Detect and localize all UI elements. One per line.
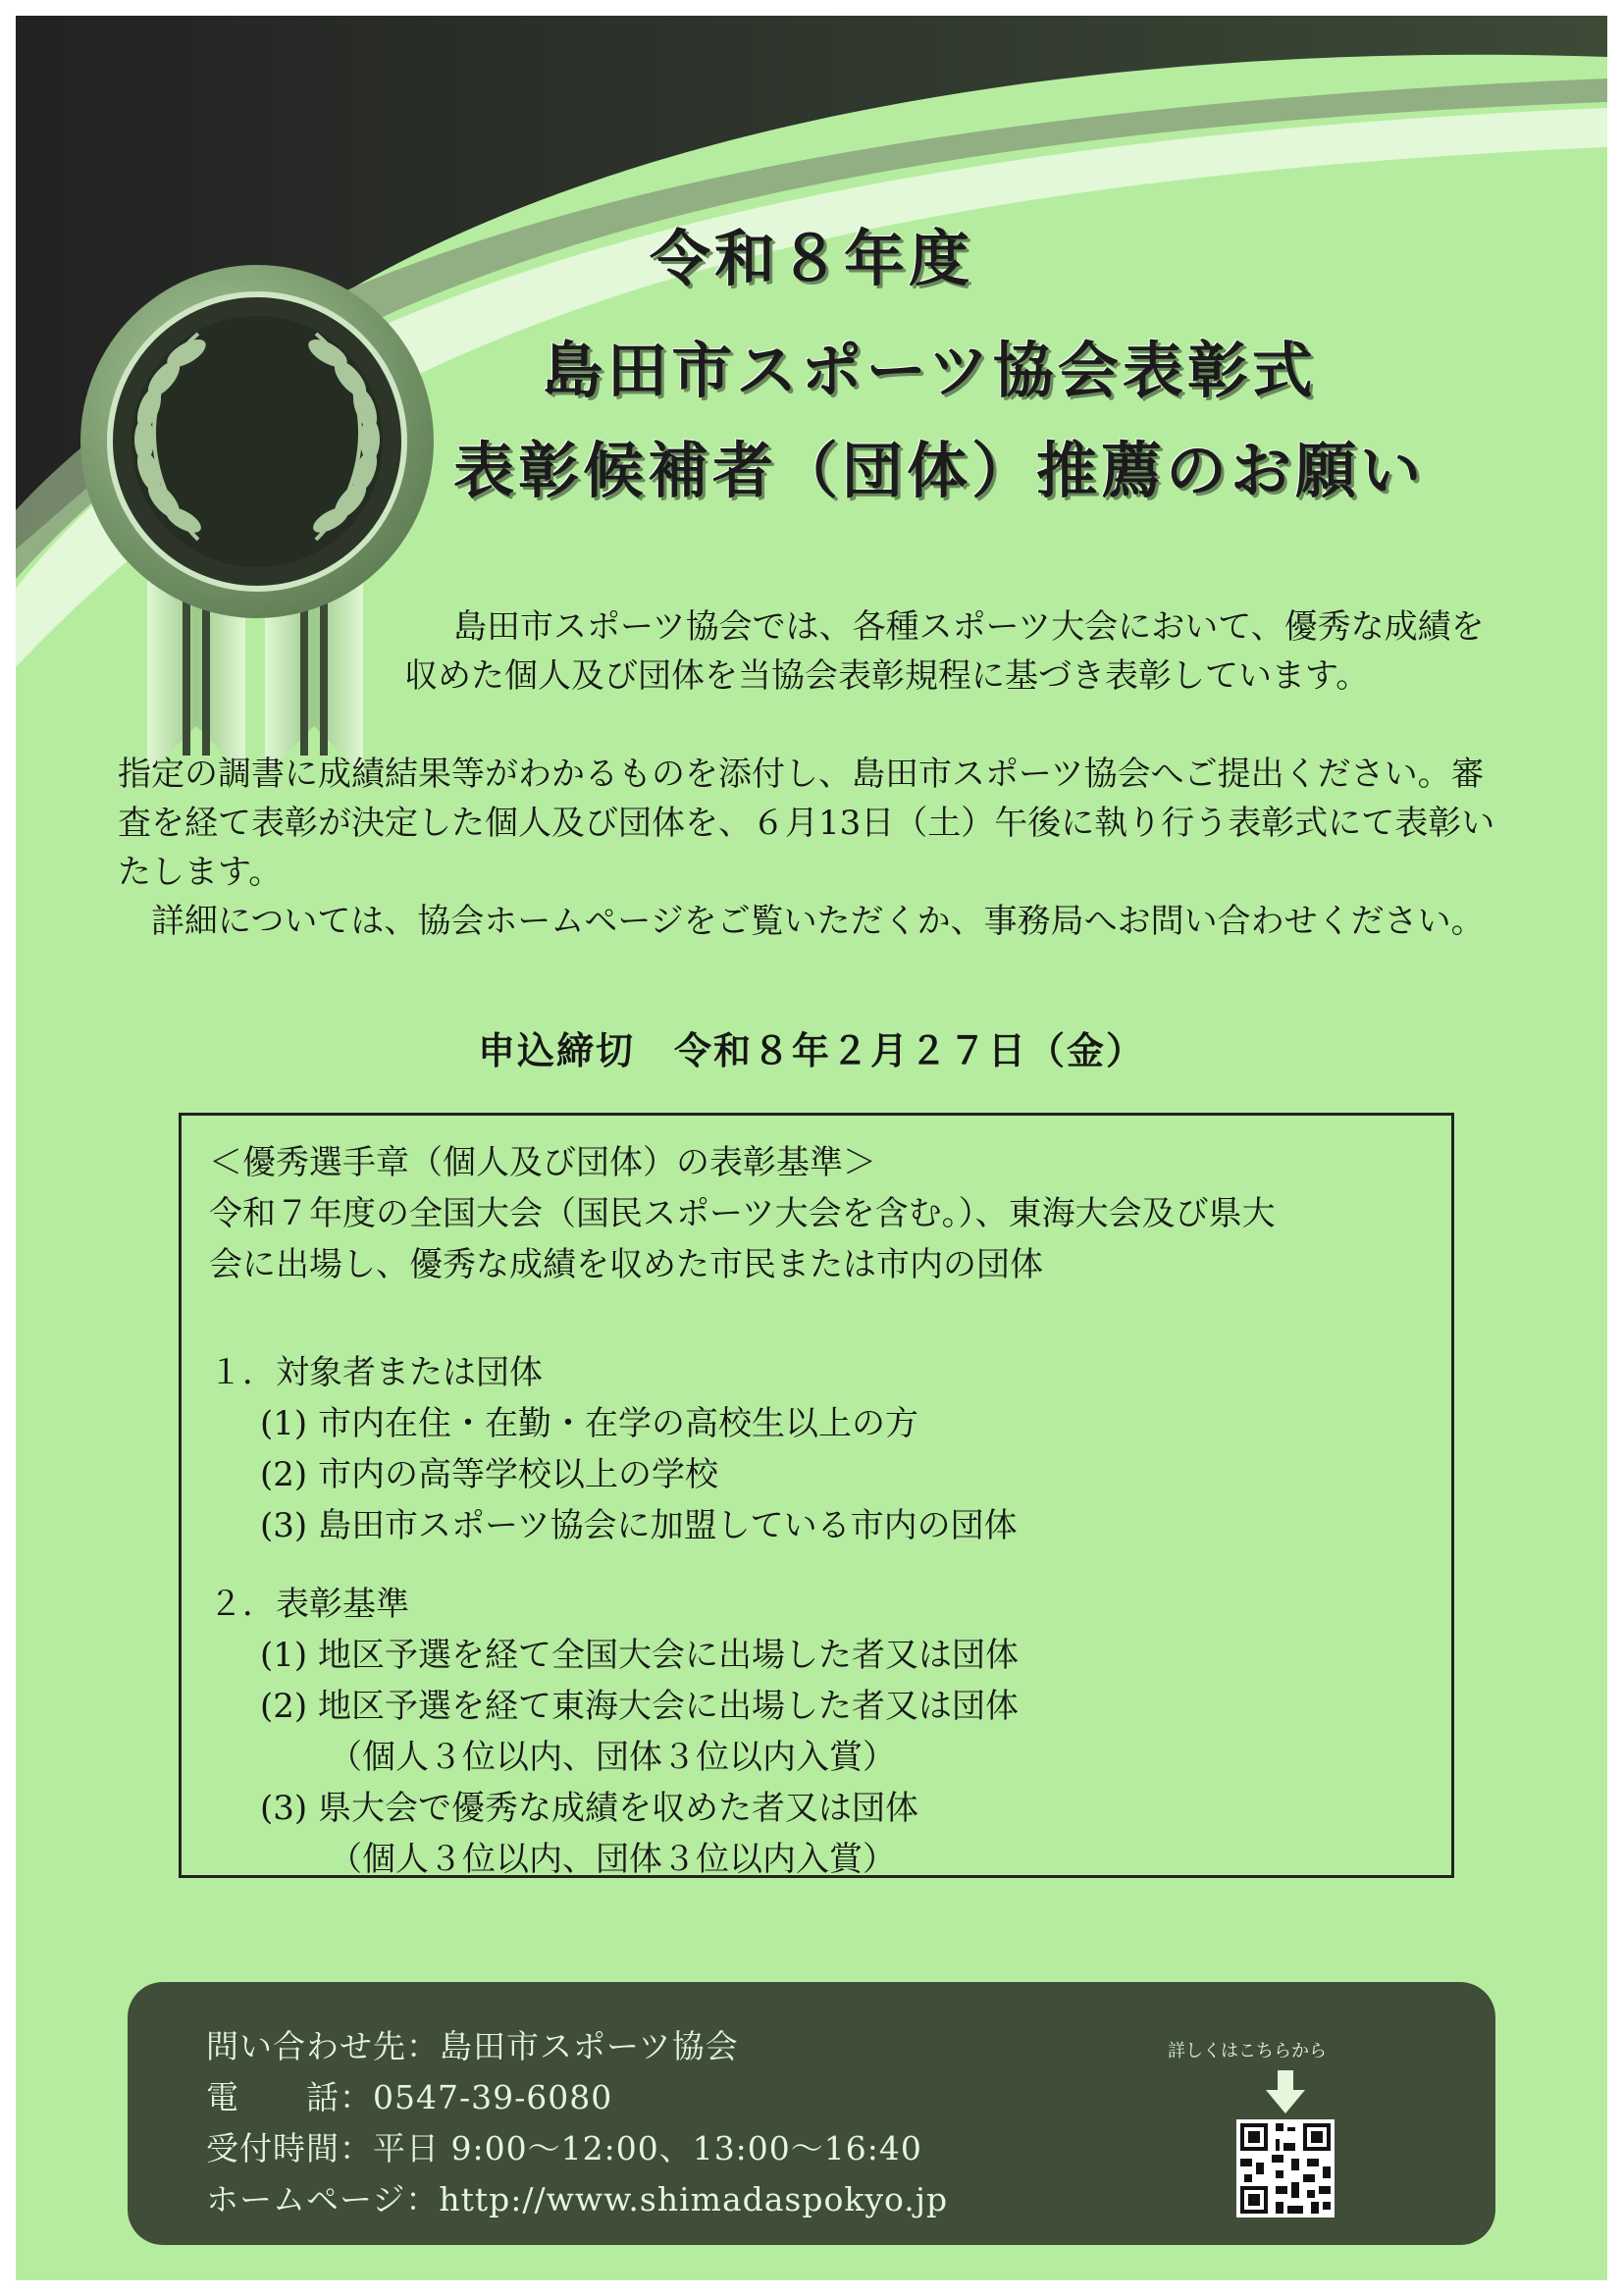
standard-item-3: (3) 県大会で優秀な成績を収めた者又は団体 [260,1789,918,1828]
contact-homepage-link[interactable]: ホームページ：http://www.shimadaspokyo.jp [206,2180,949,2218]
title-year: 令和８年度 [649,223,973,294]
title-request: 表彰候補者（団体）推薦のお願い [452,435,1425,506]
criteria-description-line-2: 会に出場し、優秀な成績を収めた市民または市内の団体 [209,1245,1043,1284]
intro-paragraph-1: 島田市スポーツ協会では、各種スポーツ大会において、優秀な成績を収めた個人及び団体を当協会表彰規程に基づき表彰しています。 [404,607,1485,696]
standard-item-1: (1) 地区予選を経て全国大会に出場した者又は団体 [260,1636,1019,1675]
arrow-down-icon [1266,2070,1305,2113]
eligible-item-1: (1) 市内在住・在勤・在学の高校生以上の方 [260,1404,918,1443]
qr-code-icon[interactable] [1236,2119,1335,2218]
criteria-description-line-1: 令和７年度の全国大会（国民スポーツ大会を含む。）、東海大会及び県大 [209,1194,1276,1233]
standard-item-2-note: （個人３位以内、団体３位以内入賞） [329,1738,896,1777]
contact-hours: 受付時間：平日 9:00～12:00、13:00～16:40 [206,2129,922,2167]
application-deadline: 申込締切 令和８年２月２７日（金） [477,1029,1145,1072]
standard-item-2: (2) 地区予選を経て東海大会に出場した者又は団体 [260,1687,1019,1726]
title-ceremony: 島田市スポーツ協会表彰式 [542,335,1317,406]
eligible-item-2: (2) 市内の高等学校以上の学校 [260,1455,718,1494]
contact-organization: 問い合わせ先：島田市スポーツ協会 [206,2027,739,2065]
contact-phone: 電 話：0547-39-6080 [206,2078,613,2116]
intro-paragraph-3: 詳細については、協会ホームページをご覧いただくか、事務局へお問い合わせください。 [151,902,1485,941]
eligible-item-3: (3) 島田市スポーツ協会に加盟している市内の団体 [260,1506,1018,1545]
criteria-heading: ＜優秀選手章（個人及び団体）の表彰基準＞ [209,1143,876,1182]
intro-paragraph-2: 指定の調書に成績結果等がわかるものを添付し、島田市スポーツ協会へご提出ください。審査を経て表彰が決定した個人及び団体を、６月13日（土）午後に執り行う表彰式にて表彰いたします。 [118,755,1495,892]
qr-caption: 詳しくはこちらから [1168,2041,1327,2061]
standard-item-3-note: （個人３位以内、団体３位以内入賞） [329,1840,896,1879]
award-criteria-box [179,1113,1454,1878]
section-standards-title: ２．表彰基準 [209,1585,409,1624]
section-eligible-title: １．対象者または団体 [209,1353,543,1392]
contact-panel [128,1982,1495,2245]
